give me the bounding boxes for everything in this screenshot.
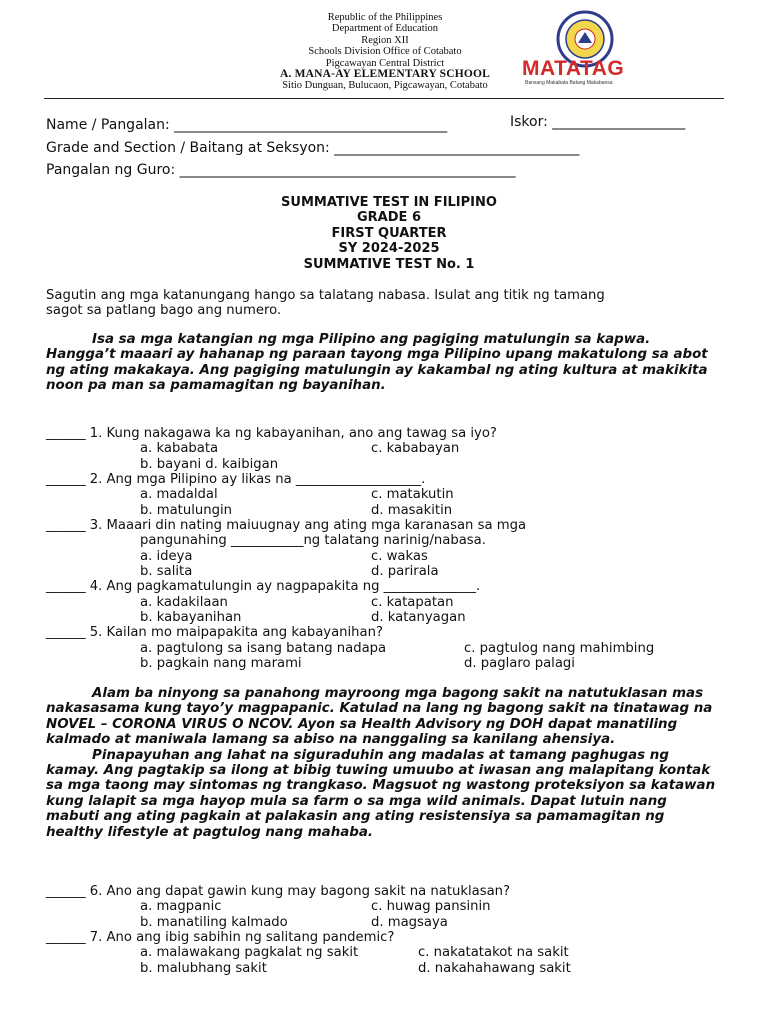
question-4-options-row-2 <box>46 610 526 625</box>
option: d. paglaro palagi <box>464 656 575 672</box>
option: d. parirala <box>371 564 439 580</box>
option: b. bayani d. kaibigan <box>140 456 279 472</box>
passage-2-paragraph-1: Alam ba ninyong sa panahong mayroong mga bagong sakit na natutuklasan mas nakasasama kung tayo’y magpapanic. Katulad na lang ng bagong sakit na tinatawag na NOVEL – CORONA VIRUS O NCOV. Ayon sa Health Advisory ng DOH dapat manatiling kalmado at maniwala lamang sa abiso na nanggaling sa kanilang ahensiya. <box>46 686 713 748</box>
matatag-tagline: Bansang Makabata Batang Makabansa <box>525 80 613 86</box>
question-2-options-row-1 <box>46 487 526 502</box>
option: b. kabayanihan <box>140 610 242 626</box>
option: c. pagtulog nang mahimbing <box>464 640 655 656</box>
question-7-options-row-1 <box>46 945 569 961</box>
reading-passage-1: Isa sa mga katangian ng mga Pilipino ang pagiging matulungin sa kapwa. Hangga’t maaari ay hahanap ng paraan tayong mga Pilipino upang makatulong sa abot ng ating makakaya. Ang pagiging matulungin ay kakambal ng ating kultura at makikita noon pa man sa pamamagitan ng bayanihan. <box>46 332 708 394</box>
grade-section-field[interactable]: Grade and Section / Baitang at Seksyon: ___________________________________ <box>46 139 580 156</box>
question-5: ______ 5. Kailan mo maipapakita ang kabayanihan? <box>46 625 383 641</box>
option: d. nakahahawang sakit <box>418 960 571 976</box>
option: a. kababata <box>140 441 219 457</box>
student-info-fields <box>46 114 579 182</box>
option: a. kadakilaan <box>140 594 228 610</box>
question-5-options-row-2 <box>46 656 575 672</box>
header-region: Region XII <box>361 34 409 46</box>
score-field[interactable]: Iskor: ___________________ <box>510 114 686 130</box>
reading-passage-2 <box>46 686 718 840</box>
option: a. magpanic <box>140 899 222 915</box>
letterhead <box>240 12 530 92</box>
question-1: ______ 1. Kung nakagawa ka ng kabayanihan, ano ang tawag sa iyo? <box>46 426 497 441</box>
option: c. katapatan <box>371 594 454 610</box>
header-department: Department of Education <box>331 23 439 35</box>
question-6: ______ 6. Ano ang dapat gawin kung may bagong sakit na natuklasan? <box>46 884 511 899</box>
question-3-options-row-1 <box>46 549 526 564</box>
option: c. kababayan <box>371 441 460 457</box>
instructions: Sagutin ang mga katanungang hango sa talatang nabasa. Isulat ang titik ng tamang sagot sa patlang bago ang numero. <box>46 288 605 318</box>
header-divider <box>44 98 724 99</box>
option: c. nakatatakot na sakit <box>418 945 569 961</box>
header-republic: Republic of the Philippines <box>327 12 443 23</box>
test-title <box>0 195 768 272</box>
option: b. malubhang sakit <box>140 960 267 976</box>
question-3: ______ 3. Maaari din nating maiuugnay ang ating mga karanasan sa mga <box>46 518 527 534</box>
title-line-2: GRADE 6 <box>357 210 421 226</box>
option: a. malawakang pagkalat ng sakit <box>140 945 359 961</box>
question-2: ______ 2. Ang mga Pilipino ay likas na ___________________. <box>46 472 426 488</box>
question-6-options-row-2 <box>46 915 510 930</box>
title-line-3: FIRST QUARTER <box>331 225 447 241</box>
question-4: ______ 4. Ang pagkamatulungin ay nagpapakita ng ______________. <box>46 579 481 595</box>
header-address: Sitio Dunguan, Bulucaon, Pigcawayan, Cotabato <box>282 80 488 92</box>
option: d. masakitin <box>371 502 453 518</box>
title-line-4: SY 2024-2025 <box>338 241 440 257</box>
teacher-field[interactable]: Pangalan ng Guro: ________________________________________________ <box>46 162 516 178</box>
option: d. katanyagan <box>371 610 466 626</box>
option: c. huwag pansinin <box>371 899 491 915</box>
question-6-options-row-1 <box>46 899 510 914</box>
option: c. wakas <box>371 548 428 564</box>
question-group-1 <box>46 426 655 672</box>
question-7-options-row-2 <box>46 960 571 976</box>
header-division: Schools Division Office of Cotabato <box>308 46 462 58</box>
option: b. salita <box>140 564 193 580</box>
question-7: ______ 7. Ano ang ibig sabihin ng salitang pandemic? <box>46 930 395 946</box>
passage-2-paragraph-2: Pinapayuhan ang lahat na siguraduhin ang madalas at tamang paghugas ng kamay. Ang pagtakip sa ilong at bibig tuwing umuubo at iwasan ang malapitang kontak sa mga taong may sintomas ng trangkaso. Magsuot ng wastong proteksiyon sa katawan kung lalapit sa mga hayop mula sa farm o sa mga wild animals. Dapat lutuin nang mabuti ang ating pagkain at palakasin ang ating resistensiya sa pamamagitan ng healthy lifestyle at pagtulog nang mahaba. <box>46 747 716 840</box>
title-line-5: SUMMATIVE TEST No. 1 <box>303 256 475 272</box>
option: a. ideya <box>140 548 193 564</box>
question-4-options-row-1 <box>46 595 526 610</box>
name-field[interactable]: Name / Pangalan: _______________________________________ <box>46 117 448 133</box>
matatag-logo: MATATAG <box>522 57 625 80</box>
header-district: Pigcawayan Central District <box>325 57 445 69</box>
question-5-options-row-1 <box>46 640 655 656</box>
question-1-options-row-2 <box>46 457 526 472</box>
option: a. pagtulong sa isang batang nadapa <box>140 640 387 656</box>
question-2-options-row-2 <box>46 503 526 518</box>
title-line-1: SUMMATIVE TEST IN FILIPINO <box>281 195 497 210</box>
option: b. pagkain nang marami <box>140 656 302 672</box>
option: a. madaldal <box>140 487 218 503</box>
option: d. magsaya <box>371 914 448 930</box>
option: b. matulungin <box>140 502 232 518</box>
question-3-continuation: pangunahing ___________ng talatang narinig/nabasa. <box>140 533 486 549</box>
question-1-options-row-1 <box>46 441 526 456</box>
question-3-options-row-2 <box>46 564 526 579</box>
header-school-name: A. MANA-AY ELEMENTARY SCHOOL <box>279 68 491 81</box>
option: b. manatiling kalmado <box>140 914 288 930</box>
option: c. matakutin <box>371 487 454 503</box>
question-group-2 <box>46 884 571 976</box>
